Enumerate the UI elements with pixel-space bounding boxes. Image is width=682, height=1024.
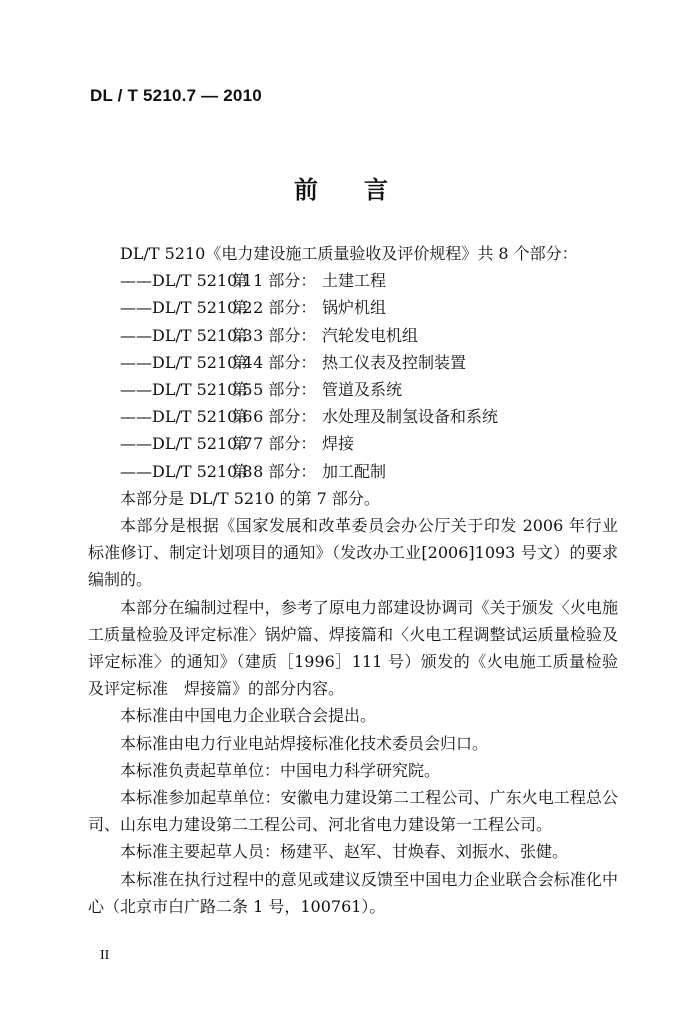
paragraph: 本标准负责起草单位：中国电力科学研究院。	[120, 760, 441, 780]
part-list-item	[88, 403, 618, 430]
part-list-item	[88, 322, 618, 349]
part-name: 热工仪表及控制装置	[322, 352, 467, 372]
part-number: 第 3 部分：	[232, 325, 317, 345]
page-title: 前言	[294, 175, 434, 204]
part-number: 第 5 部分：	[232, 380, 317, 400]
part-code: ——DL/T 5210.3	[120, 325, 253, 345]
part-number: 第 7 部分：	[232, 434, 317, 454]
intro-line: DL/T 5210《电力建设施工质量验收及评价规程》共 8 个部分：	[120, 244, 578, 263]
part-name: 水处理及制氢设备和系统	[322, 407, 499, 427]
part-list-item	[88, 267, 618, 294]
part-list-item	[88, 349, 618, 376]
document-body	[88, 240, 618, 920]
part-number: 第 4 部分：	[232, 352, 317, 372]
part-number: 第 8 部分：	[232, 461, 317, 481]
part-name: 管道及系统	[322, 380, 403, 400]
part-code: ——DL/T 5210.4	[120, 352, 253, 372]
paragraph: 本部分在编制过程中，参考了原电力部建设协调司《关于颁发〈火电施工质量检验及评定标准〉锅炉篇、焊接篇和〈火电工程调整试运质量检验及评定标准〉的通知》（建质［1996］111 号）颁发的《火电施工质量检验及评定标准 焊接篇》的部分内容。	[88, 597, 618, 699]
part-code: ——DL/T 5210.1	[120, 271, 253, 291]
page-number: II	[100, 948, 110, 963]
paragraph: 本部分是根据《国家发展和改革委员会办公厅关于印发 2006 年行业标准修订、制定计划项目的通知》（发改办工业[2006]1093 号文）的要求编制的。	[88, 516, 618, 590]
part-number: 第 2 部分：	[232, 298, 317, 318]
part-code: ——DL/T 5210.7	[120, 434, 253, 454]
part-code: ——DL/T 5210.8	[120, 461, 253, 481]
standard-code: DL / T 5210.7 — 2010	[90, 86, 262, 105]
paragraph: 本部分是 DL/T 5210 的第 7 部分。	[120, 488, 380, 508]
part-list-item	[88, 376, 618, 403]
part-code: ——DL/T 5210.6	[120, 407, 253, 427]
part-list-item	[88, 430, 618, 457]
part-list-item	[88, 458, 618, 485]
part-number: 第 1 部分：	[232, 271, 317, 291]
part-name: 汽轮发电机组	[322, 325, 419, 345]
paragraph: 本标准参加起草单位：安徽电力建设第二工程公司、广东火电工程总公司、山东电力建设第二工程公司、河北省电力建设第一工程公司。	[88, 788, 618, 835]
paragraph: 本标准由电力行业电站焊接标准化技术委员会归口。	[120, 733, 489, 753]
paragraph: 本标准在执行过程中的意见或建议反馈至中国电力企业联合会标准化中心（北京市白广路二条 1 号，100761）。	[88, 869, 618, 916]
part-name: 焊接	[322, 434, 355, 454]
paragraph: 本标准主要起草人员：杨建平、赵军、甘焕春、刘振水、张健。	[120, 842, 569, 862]
part-code: ——DL/T 5210.2	[120, 298, 253, 318]
part-name: 土建工程	[322, 271, 387, 291]
part-code: ——DL/T 5210.5	[120, 380, 253, 400]
paragraph: 本标准由中国电力企业联合会提出。	[120, 706, 377, 726]
part-name: 锅炉机组	[322, 298, 387, 318]
part-name: 加工配制	[322, 461, 387, 481]
part-number: 第 6 部分：	[232, 407, 317, 427]
part-list-item	[88, 294, 618, 321]
